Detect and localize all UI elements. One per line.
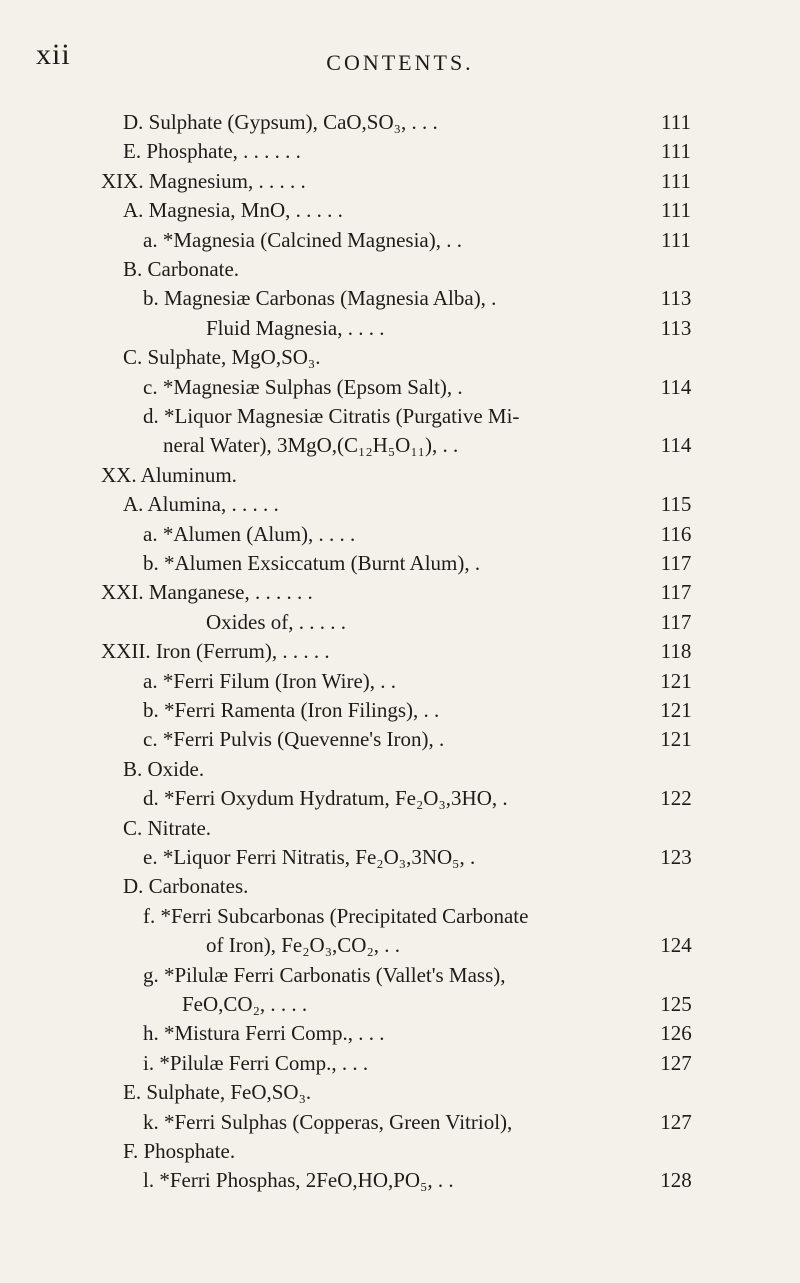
toc-entry-title: a. *Alumen (Alum), . . . . bbox=[143, 522, 356, 546]
toc-entry-title: l. *Ferri Phosphas, 2FeO,HO,PO₅, . . bbox=[143, 1168, 454, 1192]
toc-entry-page: 111 bbox=[661, 110, 691, 134]
toc-entry-page: 126 bbox=[660, 1021, 692, 1045]
toc-entry-page: 127 bbox=[660, 1051, 692, 1075]
toc-entry-page: 117 bbox=[660, 580, 692, 604]
toc-entry-title: E. Sulphate, FeO,SO₃. bbox=[123, 1080, 312, 1104]
toc-entry-title: a. *Magnesia (Calcined Magnesia), . . bbox=[143, 228, 462, 252]
toc-entry-page: 117 bbox=[660, 610, 692, 634]
toc-entry bbox=[0, 198, 800, 222]
toc-entry bbox=[0, 786, 800, 810]
toc-entry bbox=[0, 1021, 800, 1045]
toc-entry-page: 121 bbox=[660, 727, 692, 751]
toc-entry-title: b. *Ferri Ramenta (Iron Filings), . . bbox=[143, 698, 440, 722]
toc-entry-page: 122 bbox=[660, 786, 692, 810]
toc-entry-title: k. *Ferri Sulphas (Copperas, Green Vitriol), bbox=[143, 1110, 513, 1134]
toc-entry-title: C. Nitrate. bbox=[123, 816, 212, 840]
toc-entry-title: B. Carbonate. bbox=[123, 257, 240, 281]
toc-entry bbox=[0, 698, 800, 722]
toc-entry-title: e. *Liquor Ferri Nitratis, Fe₂O₃,3NO₅, . bbox=[143, 845, 476, 869]
toc-entry-page: 111 bbox=[661, 228, 691, 252]
toc-entry bbox=[0, 492, 800, 516]
toc-entry-page: 115 bbox=[660, 492, 692, 516]
toc-entry-page: 114 bbox=[660, 433, 692, 457]
toc-entry bbox=[0, 110, 800, 134]
toc-entry-title: a. *Ferri Filum (Iron Wire), . . bbox=[143, 669, 397, 693]
toc-entry bbox=[0, 1080, 800, 1104]
toc-entry bbox=[0, 228, 800, 252]
toc-entry-page: 128 bbox=[660, 1168, 692, 1192]
toc-entry-page: 114 bbox=[660, 375, 692, 399]
page-number: xii bbox=[36, 38, 71, 71]
toc-entry-title: E. Phosphate, . . . . . . bbox=[123, 139, 301, 163]
toc-entry-title: D. Sulphate (Gypsum), CaO,SO₃, . . . bbox=[123, 110, 438, 134]
toc-entry-title: D. Carbonates. bbox=[123, 874, 249, 898]
toc-entry bbox=[0, 169, 800, 193]
toc-entry-page: 113 bbox=[660, 286, 692, 310]
toc-entry bbox=[0, 727, 800, 751]
toc-entry bbox=[0, 669, 800, 693]
toc-entry bbox=[0, 904, 800, 928]
toc-entry bbox=[0, 139, 800, 163]
toc-entry-title: B. Oxide. bbox=[123, 757, 205, 781]
running-head: CONTENTS. bbox=[326, 50, 474, 75]
toc-entry-title: i. *Pilulæ Ferri Comp., . . . bbox=[143, 1051, 369, 1075]
toc-entry bbox=[0, 580, 800, 604]
toc-entry-page: 121 bbox=[660, 698, 692, 722]
toc-entry-page: 118 bbox=[660, 639, 692, 663]
toc-entry-page: 123 bbox=[660, 845, 692, 869]
toc-entry bbox=[0, 1168, 800, 1192]
toc-entry-title: XIX. Magnesium, . . . . . bbox=[101, 169, 306, 193]
toc-entry-title: c. *Ferri Pulvis (Quevenne's Iron), . bbox=[143, 727, 445, 751]
toc-entry bbox=[0, 345, 800, 369]
toc-entry-page: 124 bbox=[660, 933, 692, 957]
toc-entry-title: A. Magnesia, MnO, . . . . . bbox=[123, 198, 343, 222]
toc-entry-page: 116 bbox=[660, 522, 692, 546]
toc-entry bbox=[0, 551, 800, 575]
toc-entry-title: d. *Ferri Oxydum Hydratum, Fe₂O₃,3HO, . bbox=[143, 786, 508, 810]
toc-entry-title: d. *Liquor Magnesiæ Citratis (Purgative Mi- bbox=[143, 404, 520, 428]
toc-entry bbox=[0, 757, 800, 781]
toc-entry bbox=[0, 286, 800, 310]
toc-entry-title: XXII. Iron (Ferrum), . . . . . bbox=[101, 639, 330, 663]
toc-entry bbox=[0, 874, 800, 898]
toc-entry-title: A. Alumina, . . . . . bbox=[123, 492, 279, 516]
toc-entry bbox=[0, 404, 800, 428]
toc-entry bbox=[0, 845, 800, 869]
toc-entry bbox=[0, 522, 800, 546]
toc-entry-page: 113 bbox=[660, 316, 692, 340]
toc-entry-title: FeO,CO₂, . . . . bbox=[182, 992, 308, 1016]
toc-entry-title: F. Phosphate. bbox=[123, 1139, 236, 1163]
toc-entry bbox=[0, 816, 800, 840]
toc-entry-title: XXI. Manganese, . . . . . . bbox=[101, 580, 313, 604]
toc-entry bbox=[0, 1051, 800, 1075]
toc-entry-title: h. *Mistura Ferri Comp., . . . bbox=[143, 1021, 385, 1045]
toc-entry-title: neral Water), 3MgO,(C₁₂H₅O₁₁), . . bbox=[163, 433, 459, 457]
toc-entry-page: 111 bbox=[661, 198, 691, 222]
toc-entry-title: Oxides of, . . . . . bbox=[206, 610, 346, 634]
toc-entry-title: Fluid Magnesia, . . . . bbox=[206, 316, 385, 340]
toc-entry bbox=[0, 316, 800, 340]
toc-entry bbox=[0, 257, 800, 281]
toc-entry-title: g. *Pilulæ Ferri Carbonatis (Vallet's Mass), bbox=[143, 963, 506, 987]
toc-entry-title: of Iron), Fe₂O₃,CO₂, . . bbox=[206, 933, 401, 957]
toc-entry-page: 127 bbox=[660, 1110, 692, 1134]
toc-entry bbox=[0, 610, 800, 634]
toc-entry-page: 111 bbox=[661, 139, 691, 163]
toc-entry-title: b. Magnesiæ Carbonas (Magnesia Alba), . bbox=[143, 286, 497, 310]
toc-entry-page: 125 bbox=[660, 992, 692, 1016]
toc-entry-page: 111 bbox=[661, 169, 691, 193]
toc-entry bbox=[0, 463, 800, 487]
toc-entry-page: 121 bbox=[660, 669, 692, 693]
toc-entry bbox=[0, 1139, 800, 1163]
toc-entry bbox=[0, 639, 800, 663]
toc-entry-title: XX. Aluminum. bbox=[101, 463, 237, 487]
toc-entry bbox=[0, 992, 800, 1016]
toc-entry-title: f. *Ferri Subcarbonas (Precipitated Carbonate bbox=[143, 904, 529, 928]
toc-entry-title: C. Sulphate, MgO,SO₃. bbox=[123, 345, 321, 369]
toc-entry bbox=[0, 1110, 800, 1134]
toc-entry bbox=[0, 375, 800, 399]
toc-entry-title: b. *Alumen Exsiccatum (Burnt Alum), . bbox=[143, 551, 481, 575]
toc-entry-title: c. *Magnesiæ Sulphas (Epsom Salt), . bbox=[143, 375, 463, 399]
toc-entry-page: 117 bbox=[660, 551, 692, 575]
toc-entry bbox=[0, 433, 800, 457]
toc-entry bbox=[0, 933, 800, 957]
toc-entry bbox=[0, 963, 800, 987]
